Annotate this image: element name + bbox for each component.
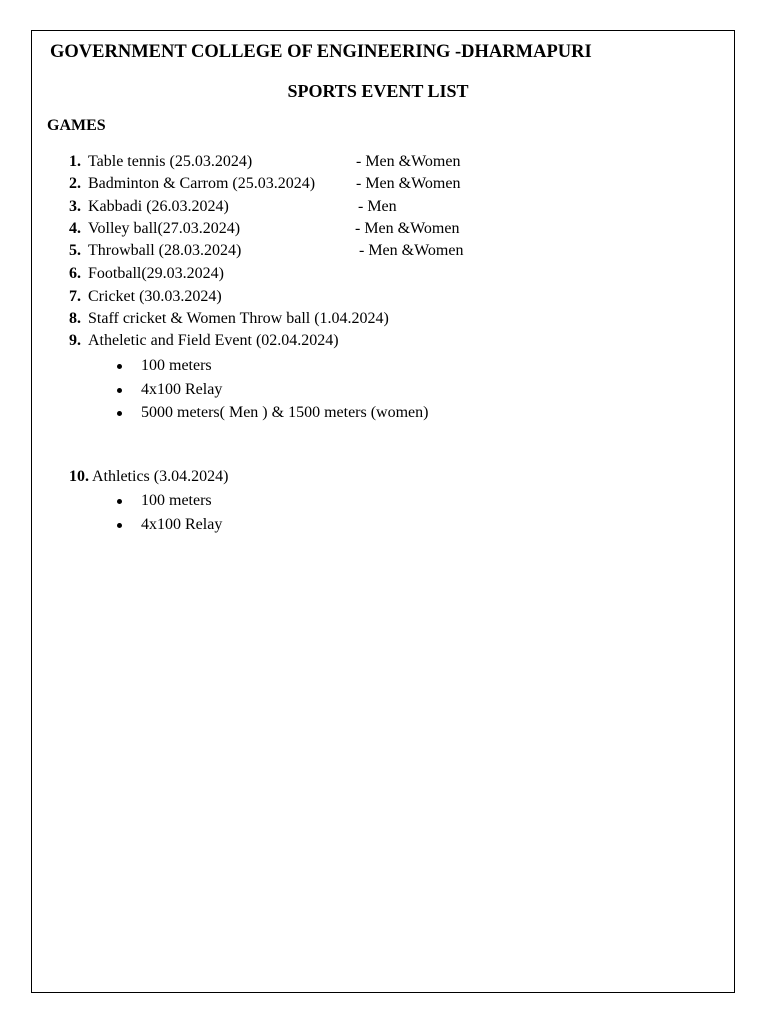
sub-event-name: 4x100 Relay [141, 381, 223, 398]
event-number: 3. [69, 198, 81, 215]
event-name: Athletics (3.04.2024) [92, 468, 229, 485]
list-item [117, 380, 517, 400]
event-item [69, 467, 569, 487]
bullet-icon [117, 523, 122, 528]
event-category: - Men &Women [355, 220, 460, 237]
event-name: Atheletic and Field Event (02.04.2024) [88, 332, 339, 349]
event-name: Staff cricket & Women Throw ball (1.04.2024) [88, 310, 389, 327]
list-item [117, 491, 517, 511]
event-number: 6. [69, 265, 81, 282]
bullet-icon [117, 388, 122, 393]
event-name: Volley ball(27.03.2024) [88, 220, 241, 237]
event-item [69, 331, 569, 351]
list-item [117, 356, 517, 376]
event-number: 10. [69, 468, 89, 485]
event-item [69, 287, 569, 307]
event-name: Football(29.03.2024) [88, 265, 224, 282]
sub-event-name: 100 meters [141, 492, 212, 509]
event-name: Cricket (30.03.2024) [88, 288, 222, 305]
event-item [69, 152, 569, 172]
event-item [69, 174, 569, 194]
event-number: 4. [69, 220, 81, 237]
bullet-icon [117, 499, 122, 504]
section-heading-games: GAMES [47, 117, 106, 134]
event-name: Table tennis (25.03.2024) [88, 153, 253, 170]
bullet-icon [117, 411, 122, 416]
event-number: 1. [69, 153, 81, 170]
event-number: 8. [69, 310, 81, 327]
event-number: 9. [69, 332, 81, 349]
event-number: 2. [69, 175, 81, 192]
sub-event-name: 100 meters [141, 357, 212, 374]
list-item [117, 515, 517, 535]
event-number: 7. [69, 288, 81, 305]
bullet-icon [117, 364, 122, 369]
sub-event-name: 5000 meters( Men ) & 1500 meters (women) [141, 404, 429, 421]
event-category: - Men &Women [359, 242, 464, 259]
list-item [117, 403, 517, 423]
event-name: Throwball (28.03.2024) [88, 242, 242, 259]
event-item [69, 309, 569, 329]
event-category: - Men &Women [356, 153, 461, 170]
event-item [69, 264, 569, 284]
event-category: - Men [358, 198, 397, 215]
sub-event-name: 4x100 Relay [141, 516, 223, 533]
event-item [69, 241, 569, 261]
event-category: - Men &Women [356, 175, 461, 192]
event-number: 5. [69, 242, 81, 259]
event-name: Kabbadi (26.03.2024) [88, 198, 229, 215]
event-item [69, 197, 569, 217]
event-item [69, 219, 569, 239]
college-title: GOVERNMENT COLLEGE OF ENGINEERING -DHARMAPURI [50, 42, 592, 62]
document-title: SPORTS EVENT LIST [287, 81, 469, 101]
event-name: Badminton & Carrom (25.03.2024) [88, 175, 316, 192]
